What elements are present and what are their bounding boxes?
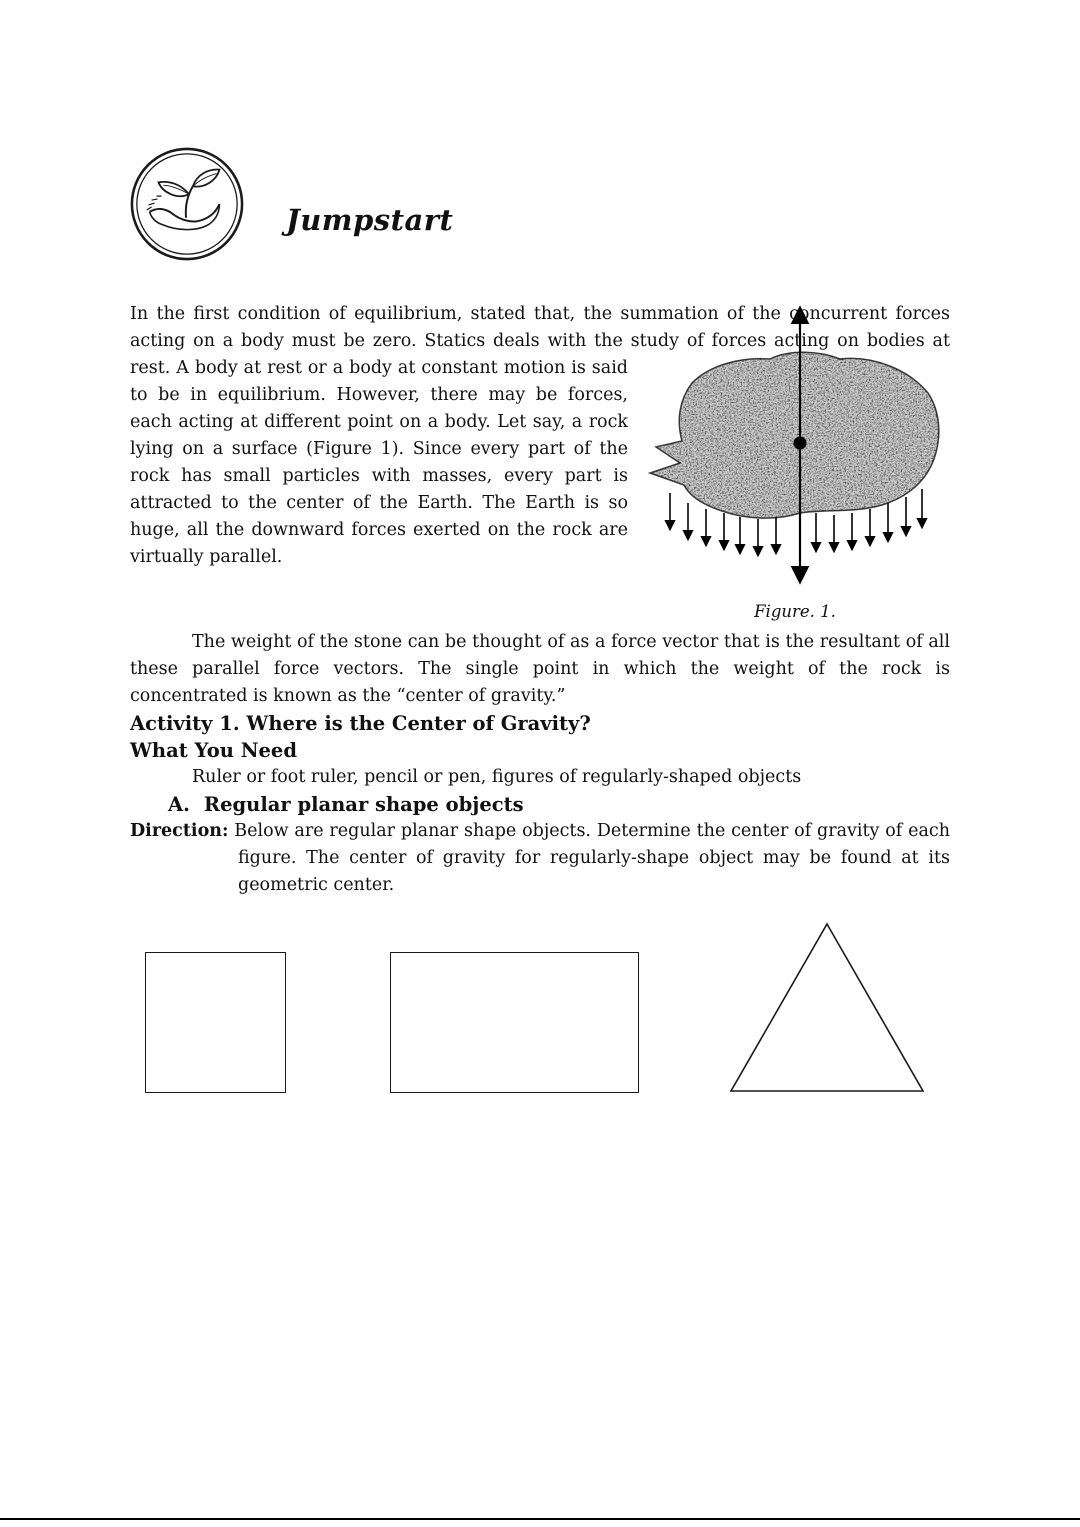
direction-label: Direction:: [130, 821, 229, 841]
square-shape: [145, 952, 286, 1093]
intro-paragraph-2: The weight of the stone can be thought of as a force vector that is the resultant of all these parallel force vectors. The single point in which the weight of the rock is concentrated is known as the “center of gravity.”: [130, 632, 950, 706]
header: [128, 145, 648, 267]
materials-line: Ruler or foot ruler, pencil or pen, figures of regularly-shaped objects: [192, 767, 802, 787]
rock-body: [650, 352, 939, 518]
what-you-need-heading: What You Need: [130, 739, 297, 762]
page-title: Jumpstart: [286, 203, 454, 237]
document-body: [130, 301, 950, 1106]
triangle-shape: [728, 921, 926, 1094]
center-of-gravity-dot: [794, 437, 807, 450]
direction-paragraph: [130, 818, 950, 899]
section-a-label: A.: [168, 793, 190, 816]
planar-shapes-row: [130, 921, 950, 1106]
hand-holding-seedling-icon: [128, 145, 246, 263]
activity-heading: Activity 1. Where is the Center of Gravity?: [130, 712, 591, 735]
direction-text: Below are regular planar shape objects. Determine the center of gravity of each figure. The center of gravity for regularly-shape object may be found at its geometric center.: [234, 821, 950, 895]
intro-paragraph-1-block: [130, 301, 950, 621]
figure-caption: Figure. 1.: [754, 602, 836, 621]
intro-paragraph-1: In the first condition of equilibrium, stated that, the summation of the concurrent forces acting on a body must be zero. Statics deals with the study of forces acting on bodies at rest. A body at rest or a body at constant motion is said to be in equilibrium. However, there may be forces, each acting at different point on a body. Let say, a rock lying on a surface (Figure 1). Since every part of the rock has small particles with masses, every part is attracted to the center of the Earth. The Earth is so huge, all the downward forces exerted on the rock are virtually parallel.: [130, 304, 950, 567]
rectangle-shape: [390, 952, 639, 1093]
hand-icon: [147, 196, 220, 229]
section-a-title: Regular planar shape objects: [203, 793, 524, 816]
section-a-heading: [130, 791, 950, 818]
footer-rule: [0, 1518, 1080, 1520]
